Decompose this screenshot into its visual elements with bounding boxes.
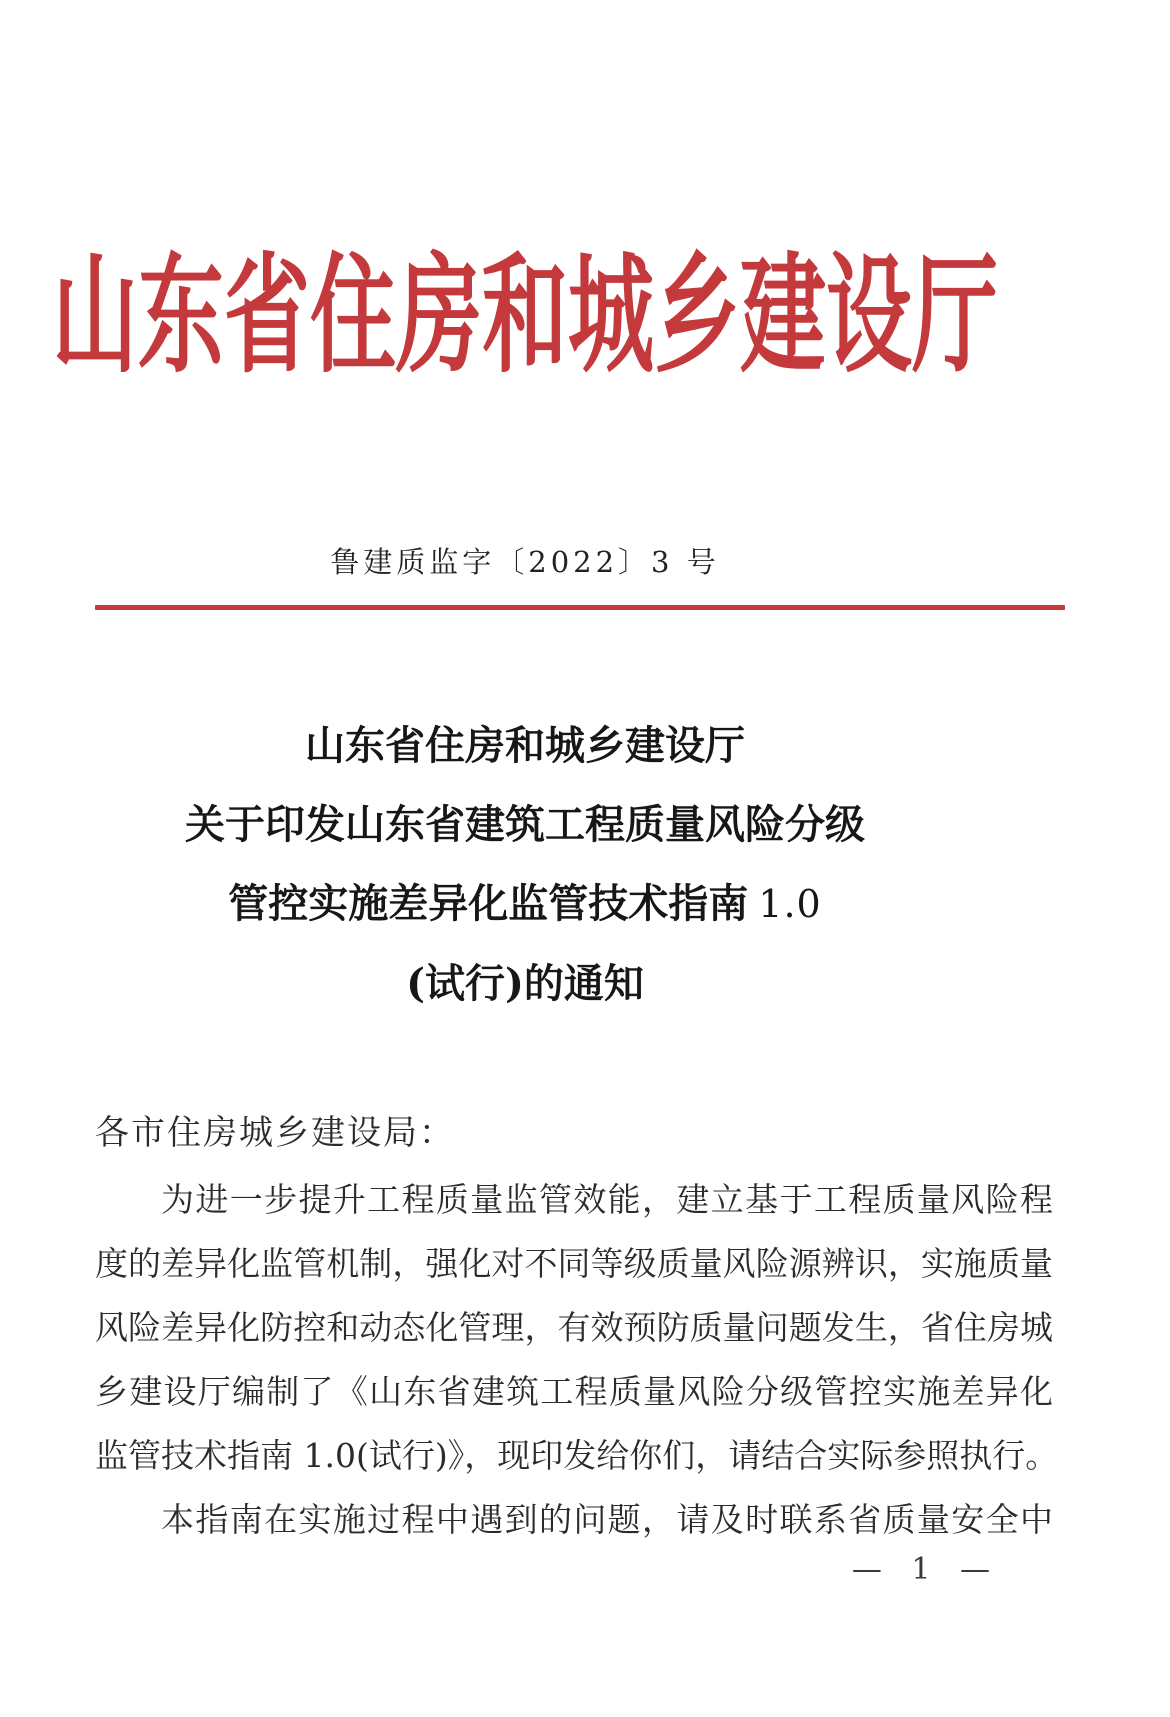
notice-title-line-3-text: 管控实施差异化监管技术指南: [228, 880, 749, 927]
body-line: 风险差异化防控和动态化管理，有效预防质量问题发生，省住房城: [95, 1308, 1053, 1347]
red-divider-line: [95, 605, 1065, 610]
page-number: — 1 —: [851, 1552, 1000, 1587]
body-text: [95, 1168, 1059, 1552]
notice-title-version: 1.0: [758, 882, 822, 926]
salutation: 各市住房城乡建设局：: [95, 1113, 455, 1153]
body-line: 度的差异化监管机制，强化对不同等级质量风险源辨识，实施质量: [95, 1244, 1053, 1283]
body-line: 为进一步提升工程质量监管效能，建立基于工程质量风险程: [161, 1180, 1053, 1219]
body-line: 本指南在实施过程中遇到的问题，请及时联系省质量安全中: [161, 1500, 1053, 1539]
masthead-department-title: 山东省住房和城乡建设厅: [52, 240, 998, 392]
body-line: 监管技术指南 1.0(试行)》，现印发给你们，请结合实际参照执行。: [95, 1436, 1059, 1475]
notice-title-line-2: 关于印发山东省建筑工程质量风险分级: [185, 801, 865, 848]
notice-title-line-4: (试行)的通知: [406, 960, 644, 1007]
notice-title: [0, 706, 1110, 1023]
notice-title-line-3: [0, 864, 1110, 944]
document-reference-number: 鲁建质监字〔2022〕3 号: [330, 545, 720, 579]
notice-title-line-1: 山东省住房和城乡建设厅: [305, 722, 745, 769]
body-line: 乡建设厅编制了《山东省建筑工程质量风险分级管控实施差异化: [95, 1372, 1053, 1411]
